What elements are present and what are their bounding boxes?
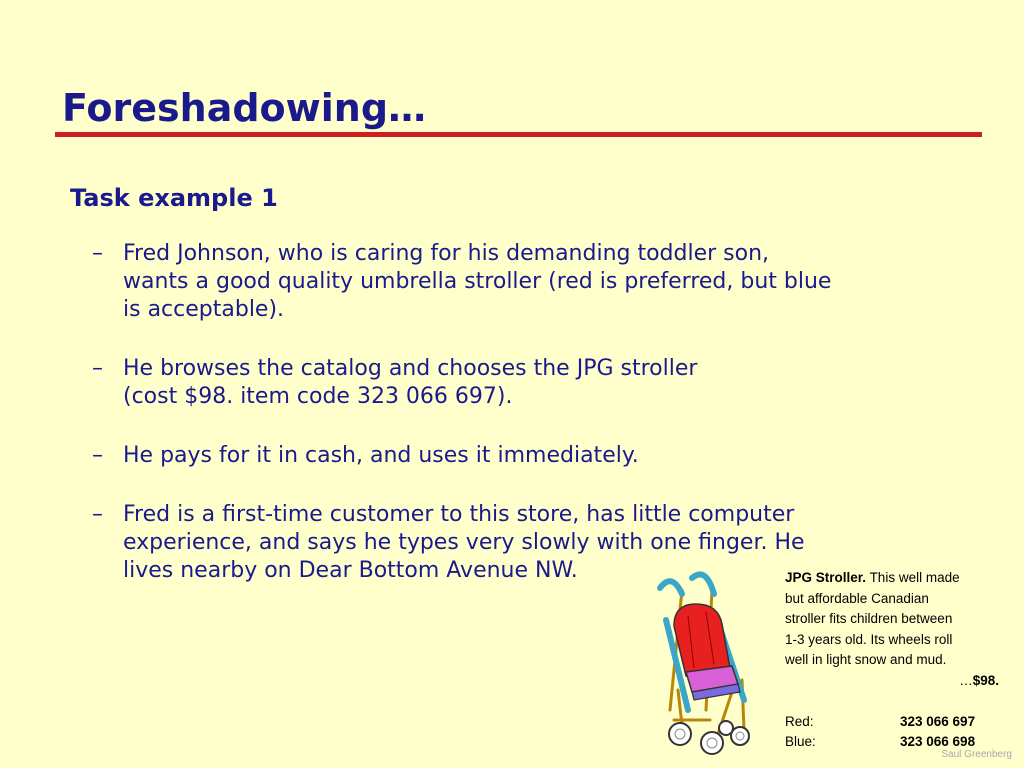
bullet-dash: –: [92, 241, 103, 266]
bullet-line: lives nearby on Dear Bottom Avenue NW.: [123, 558, 578, 583]
product-description-line: well in light snow and mud.: [785, 652, 947, 667]
price-value: $98.: [972, 672, 999, 688]
product-description-line: stroller fits children between: [785, 611, 953, 626]
footer-author: Saul Greenberg: [941, 749, 1012, 760]
stroller-illustration: [648, 560, 760, 756]
bullet-dash: –: [92, 443, 103, 468]
bullet-line: Fred Johnson, who is caring for his demanding toddler son,: [123, 241, 770, 266]
variant-code: 323 066 698: [900, 734, 976, 749]
product-description-line: 1-3 years old. Its wheels roll: [785, 631, 953, 647]
product-description-line: This well made: [869, 570, 960, 585]
bullet-dash: –: [92, 502, 103, 527]
slide-subtitle: Task example 1: [70, 184, 278, 212]
bullet-dash: –: [92, 356, 103, 381]
variant-color: Blue:: [785, 734, 816, 749]
bullet-line: He browses the catalog and chooses the JPG stroller: [123, 356, 698, 381]
bullet-item: [92, 442, 972, 470]
bullet-line: experience, and says he types very slowly with one finger. He: [123, 530, 805, 555]
variant-color: Red:: [785, 713, 814, 729]
product-caption: [785, 568, 999, 753]
bullet-line: He pays for it in cash, and uses it immediately.: [123, 443, 639, 468]
bullet-line: wants a good quality umbrella stroller (red is preferred, but blue: [123, 269, 832, 294]
product-name: JPG Stroller.: [785, 570, 867, 585]
title-underline: [55, 132, 982, 137]
product-price: [785, 671, 999, 692]
bullet-list: [92, 240, 972, 616]
bullet-item: [92, 240, 972, 324]
slide-title: Foreshadowing…: [62, 86, 427, 130]
variant-row: [785, 712, 999, 733]
bullet-line: Fred is a first-time customer to this store, has little computer: [123, 502, 795, 527]
bullet-line: is acceptable).: [123, 297, 285, 322]
price-prefix: …: [959, 672, 973, 688]
bullet-line: (cost $98. item code 323 066 697).: [123, 384, 513, 409]
bullet-item: [92, 355, 972, 411]
product-description-line: but affordable Canadian: [785, 590, 929, 606]
variant-code: 323 066 697: [900, 713, 976, 729]
